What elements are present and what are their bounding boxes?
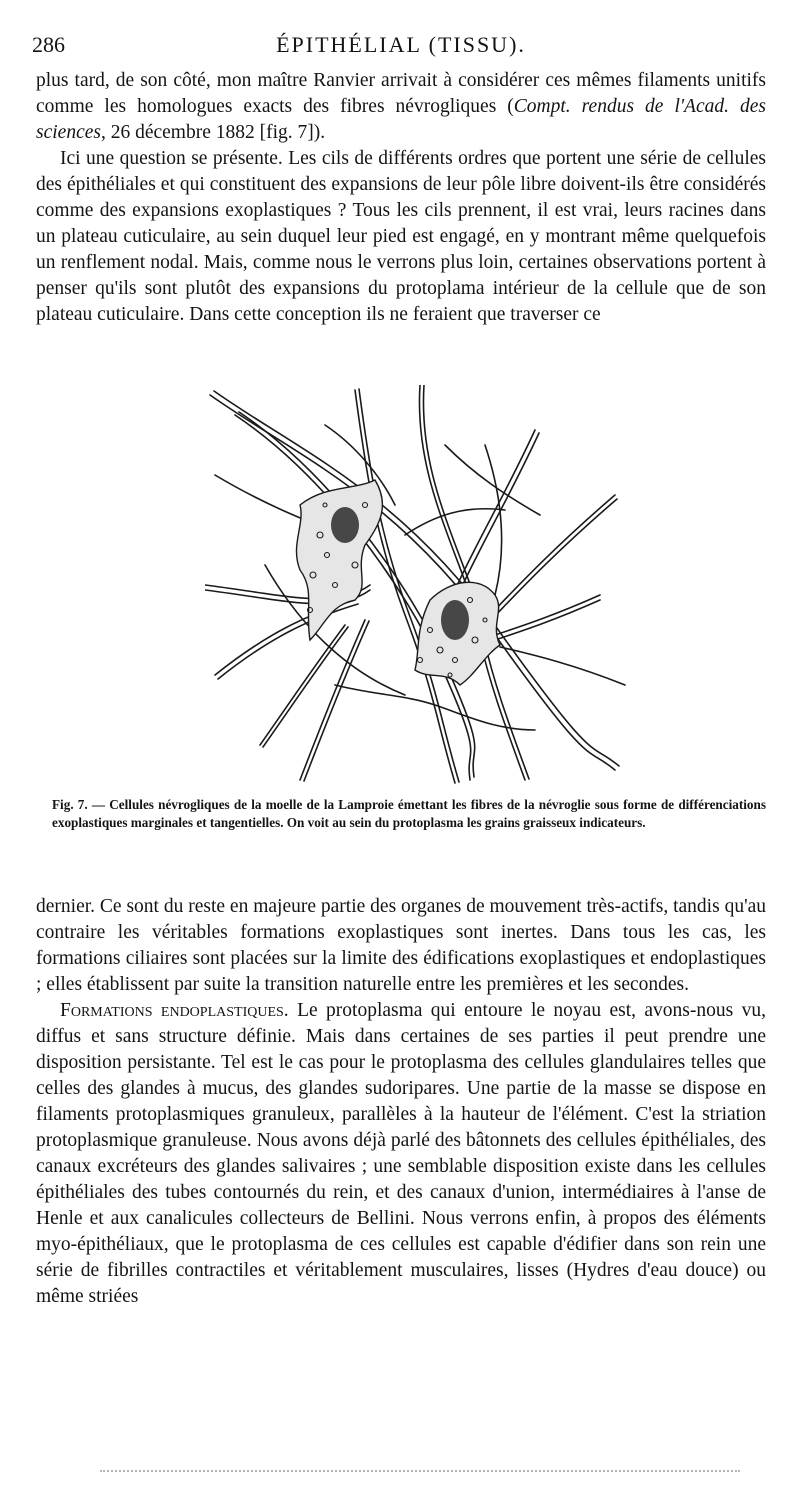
top-text-block — [36, 68, 766, 328]
bleed-through-rule — [100, 1470, 740, 1480]
paragraph-text: plus tard, de son côté, mon maître Ranvier arrivait à considérer ces mêmes filaments unitifs comme les homologues exacts des fibres névrogliques ( — [36, 70, 766, 117]
paragraph-endoplastic-formations — [36, 998, 766, 1310]
paragraph-text: , 26 décembre 1882 [fig. 7]). — [100, 122, 326, 143]
paragraph-cils-question: Ici une question se présente. Les cils de différents ordres que portent une série de cellules des épithéliales et qui constituent des expansions de leur pôle libre doivent-ils être considérés comme des expansions exoplastiques ? Tous les cils prennent, il est vrai, leurs racines dans un plateau cuticulaire, au sein duquel leur pied est engagé, en y montrant même quelquefois un renflement nodal. Mais, comme nous le verrons plus loin, certaines observations portent à penser qu'ils sont plutôt des expansions du protoplama intérieur de la cellule que de son plateau cuticulaire. Dans cette conception ils ne feraient que traverser ce — [36, 148, 766, 325]
figure-caption — [52, 796, 766, 831]
section-heading: Formations endoplastiques. — [60, 1000, 289, 1021]
running-title: ÉPITHÉLIAL (TISSU). — [276, 32, 526, 57]
page-header — [32, 28, 770, 62]
paragraph-continuation — [36, 68, 766, 146]
paragraph-text: Le protoplasma qui entoure le noyau est, avons-nous vu, diffus et sans structure définie. Mais dans certaines de ses parties il peut prendre une disposition persistante. Tel est le cas pour le protoplasma des cellules glandulaires telles que celles des glandes à mucus, des glandes sudoripares. Une partie de la masse se dispose en filaments protoplasmiques granuleux, parallèles à la hauteur de l'élément. C'est la striation protoplasmique granuleuse. Nous avons déjà parlé des bâtonnets des cellules épithéliales, des canaux excréteurs des glandes salivaires ; une semblable disposition existe dans les cellules épithéliales des tubes contournés du rein, et des canaux d'union, intermédiaires à l'anse de Henle et aux canalicules collecteurs de Bellini. Nous verrons enfin, à propos des éléments myo-épithéliaux, que le protoplasma de ces cellules est capable d'édifier dans son rein une série de fibrilles contractiles et véritablement musculaires, lisses (Hydres d'eau douce) ou même striées — [36, 1000, 766, 1307]
page-number: 286 — [32, 32, 65, 57]
neuroglia-cells-engraving — [205, 385, 635, 785]
figure-7-illustration — [205, 385, 635, 785]
bottom-text-block — [36, 894, 766, 1310]
paragraph-cils-continuation: dernier. Ce sont du reste en majeure partie des organes de mouvement très-actifs, tandis qu'au contraire les véritables formations exoplastiques sont inertes. Dans tous les cas, les formations ciliaires sont placées sur la limite des édifications exoplastiques et endoplastiques ; elles établissent par suite la transition naturelle entre les premières et les secondes. — [36, 896, 766, 995]
nucleus-left — [331, 507, 359, 543]
caption-text: — Cellules névrogliques de la moelle de la Lamproie émettant les fibres de la névroglie sous forme de différenciations exoplastiques marginales et tangentielles. On voit au sein du protoplasma les grains graisseux indicateurs. — [52, 797, 766, 830]
figure-label: Fig. 7. — [52, 797, 88, 812]
nucleus-right — [441, 600, 469, 640]
citation-italic: Compt. rendus de l'Acad. des sciences — [36, 96, 766, 143]
cell-body-left — [296, 480, 382, 640]
